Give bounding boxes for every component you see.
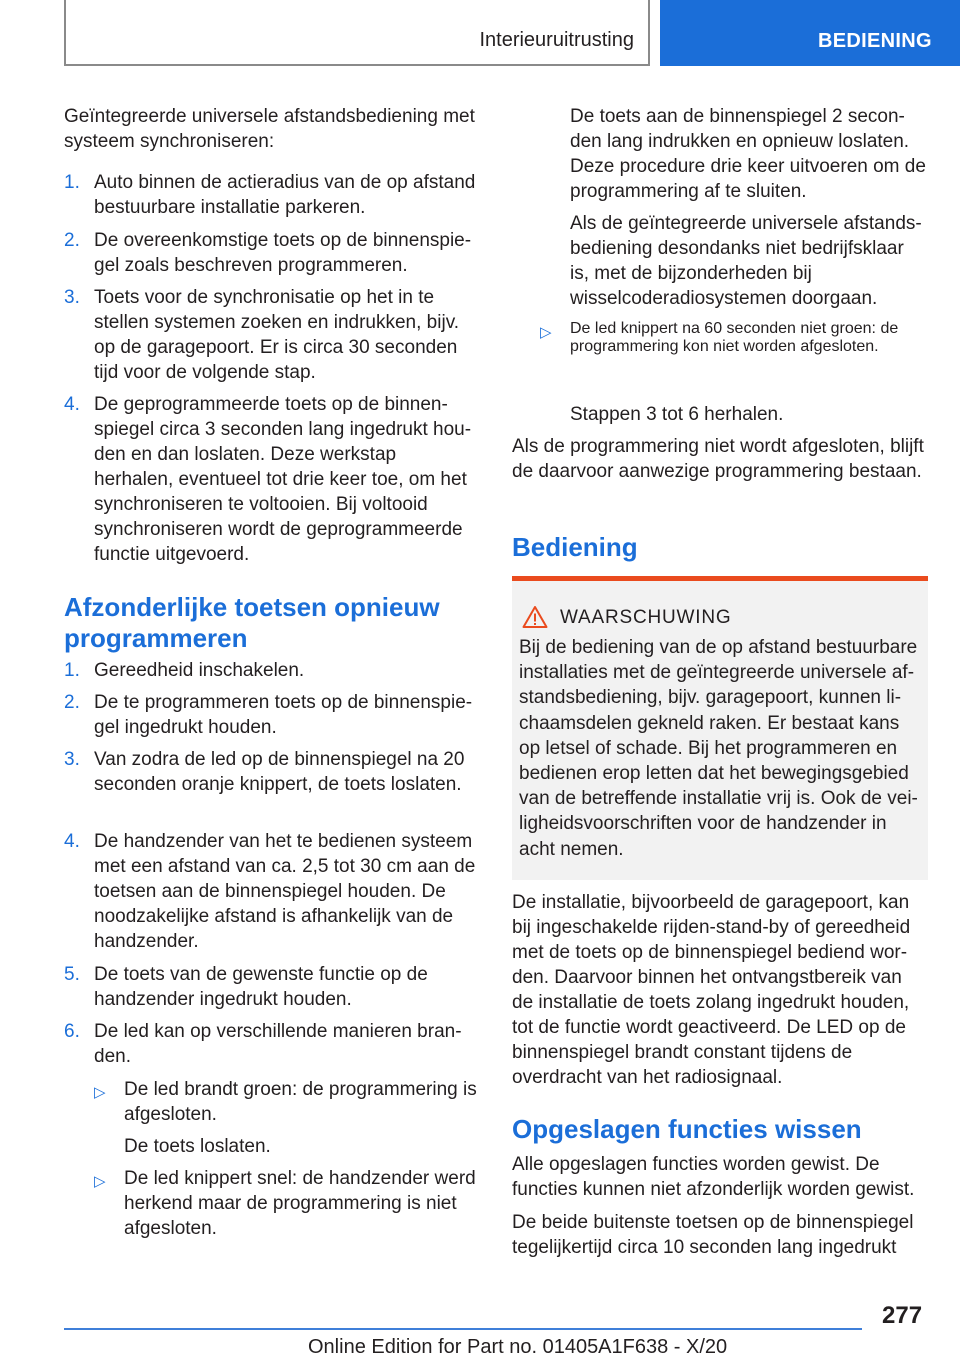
heading-delete-functions: Opgeslagen functies wissen: [512, 1114, 862, 1144]
heading-bediening: Bediening: [512, 532, 638, 562]
delete-functions-text-2: De beide buitenste toetsen op de binnenspiegel tegelijkertijd circa 10 seconden lang ingedrukt: [512, 1212, 914, 1258]
warning-title: WAARSCHUWING: [560, 607, 732, 628]
programming-fail-text: Als de programmering niet wordt afgesloten, blijft de daarvoor aanwezige programmering bestaan.: [512, 436, 924, 482]
triangle-bullet-icon: ▷: [94, 1084, 106, 1101]
footer-edition-text: Online Edition for Part no. 01405A1F638 - X/20: [308, 1336, 728, 1358]
sync-intro: Geïntegreerde universele afstandsbediening met systeem synchroniseren:: [64, 106, 475, 152]
installation-operation-text: De installatie, bijvoorbeeld de garagepoort, kan bij ingeschakelde rijden-stand-by of gereedheid met de toets op de binnenspiegel bediend worden. Daarvoor binnen het ontvangstbereik van de installatie de toets zolang ingedrukt houden, tot de functie wordt geactiveerd. De LED op de binnenspiegel brandt constant tijdens de overdracht van het radiosignaal.: [512, 892, 911, 1088]
header-section-title: Interieuruitrusting: [479, 29, 634, 51]
warning-box: [512, 576, 928, 880]
header-chapter-title: BEDIENING: [818, 30, 932, 52]
delete-functions-text: Alle opgeslagen functies worden gewist. De functies kunnen niet afzonderlijk worden gewist.: [512, 1154, 915, 1200]
page-number: 277: [882, 1302, 923, 1329]
header-chapter-tab: [660, 0, 960, 66]
header-section-tab: [64, 0, 650, 66]
heading-reprogram-keys: Afzonderlijke toetsen opnieuw programmeren: [64, 592, 440, 653]
bullet-sub-text: Stappen 3 tot 6 herhalen.: [570, 404, 784, 425]
warning-triangle-icon: [522, 605, 548, 629]
bullet-sub-text: De toets loslaten.: [124, 1136, 271, 1157]
triangle-bullet-icon: ▷: [540, 324, 552, 341]
warning-text: Bij de bediening van de op afstand bestuurbare installaties met de geïntegreerde universele afstandsbediening, bijv. garagepoort, kunnen lichaamsdelen gekneld raken. Er bestaat kans op letsel of schade. Bij het programmeren en bedienen erop letten dat het bewegingsgebied van de betreffende installatie vrij is. Ook de veiligheidsvoorschriften voor de handzender in acht nemen.: [519, 637, 918, 860]
continued-text-2: Als de geïntegreerde universele afstandsbediening desondanks niet bedrijfsklaar is, met de bijzonderheden bij wisselcoderadiosystemen doorgaan.: [570, 213, 922, 309]
continued-text: De toets aan de binnenspiegel 2 seconden lang indrukken en opnieuw loslaten. Deze procedure drie keer uitvoeren om de programmering af te sluiten.: [570, 106, 926, 202]
triangle-bullet-icon: ▷: [94, 1173, 106, 1190]
footer-divider: [64, 1328, 862, 1330]
